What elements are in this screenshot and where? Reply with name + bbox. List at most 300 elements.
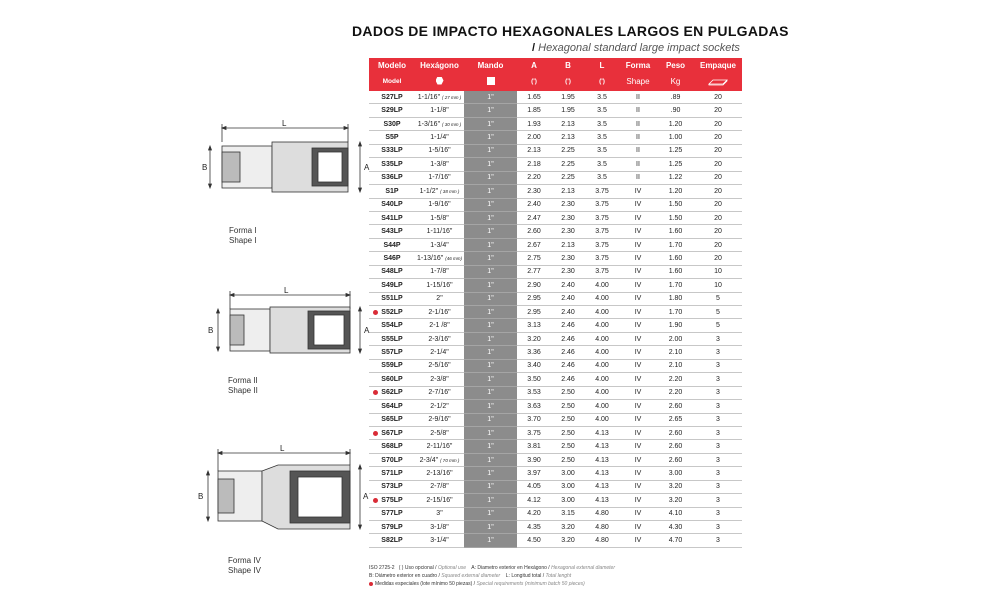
hex-size: 1-13/16" xyxy=(417,254,444,262)
cell-weight: 1.60 xyxy=(657,265,694,278)
cell-a: 3.36 xyxy=(517,346,551,359)
cell-shape: II xyxy=(619,144,657,157)
table-row xyxy=(369,373,742,386)
model-code: S55LP xyxy=(381,335,403,343)
cell-pack: 3 xyxy=(694,346,742,359)
footer-l: L: Longitud total / xyxy=(505,573,545,579)
cell-hex xyxy=(415,171,464,184)
cell-a: 2.67 xyxy=(517,238,551,251)
cell-hex xyxy=(415,91,464,104)
hex-size: 1-3/4" xyxy=(430,241,449,249)
cell-hex xyxy=(415,319,464,332)
cell-l: 4.00 xyxy=(585,400,619,413)
cell-model xyxy=(369,279,415,292)
hex-size: 1-3/8" xyxy=(430,160,449,168)
cell-b: 1.95 xyxy=(551,91,585,104)
cell-shape: IV xyxy=(619,413,657,426)
cell-weight: 3.20 xyxy=(657,480,694,493)
cell-l: 4.80 xyxy=(585,521,619,534)
cell-a: 2.47 xyxy=(517,211,551,224)
spec-table xyxy=(369,58,742,548)
cell-model xyxy=(369,346,415,359)
cell-l: 4.13 xyxy=(585,480,619,493)
cell-a: 2.77 xyxy=(517,265,551,278)
cell-shape: IV xyxy=(619,225,657,238)
cell-a: 2.95 xyxy=(517,306,551,319)
cell-drive: 1" xyxy=(464,131,517,144)
hex-size: 2-3/4" xyxy=(419,456,439,464)
model-code: S36LP xyxy=(381,174,403,182)
cell-hex xyxy=(415,453,464,466)
cell-model xyxy=(369,238,415,251)
cell-a: 3.81 xyxy=(517,440,551,453)
cell-b: 2.50 xyxy=(551,413,585,426)
special-dot-icon xyxy=(373,310,378,315)
cell-l: 3.75 xyxy=(585,225,619,238)
cell-drive: 1" xyxy=(464,279,517,292)
cell-pack: 20 xyxy=(694,171,742,184)
shape-iv-drawing xyxy=(198,443,370,543)
hex-size: 2-1/4" xyxy=(430,349,449,357)
cell-pack: 20 xyxy=(694,252,742,265)
cell-l: 3.75 xyxy=(585,198,619,211)
model-code: S44P xyxy=(383,241,401,249)
model-code: S73LP xyxy=(381,483,403,491)
cell-drive: 1" xyxy=(464,453,517,466)
cell-shape: IV xyxy=(619,453,657,466)
model-code: S52LP xyxy=(381,308,403,316)
cell-model xyxy=(369,117,415,130)
dim-b-label: B xyxy=(208,326,214,335)
table-row xyxy=(369,400,742,413)
hex-size: 3-1/8" xyxy=(430,523,449,531)
table-row xyxy=(369,131,742,144)
cell-drive: 1" xyxy=(464,426,517,439)
cell-hex xyxy=(415,238,464,251)
table-row xyxy=(369,185,742,198)
table-row xyxy=(369,332,742,345)
cell-pack: 5 xyxy=(694,306,742,319)
cell-model xyxy=(369,521,415,534)
cell-drive: 1" xyxy=(464,198,517,211)
cell-model xyxy=(369,171,415,184)
cell-model xyxy=(369,400,415,413)
cell-pack: 20 xyxy=(694,131,742,144)
cell-drive: 1" xyxy=(464,413,517,426)
cell-weight: 1.90 xyxy=(657,319,694,332)
cell-hex xyxy=(415,131,464,144)
cell-a: 2.20 xyxy=(517,171,551,184)
hex-size: 1-15/16" xyxy=(426,281,453,289)
cell-drive: 1" xyxy=(464,467,517,480)
cell-l: 3.5 xyxy=(585,144,619,157)
cell-shape: II xyxy=(619,91,657,104)
cell-a: 4.05 xyxy=(517,480,551,493)
hex-size: 2-9/16" xyxy=(428,416,451,424)
cell-a: 1.93 xyxy=(517,117,551,130)
cell-shape: IV xyxy=(619,440,657,453)
cell-weight: 1.70 xyxy=(657,279,694,292)
cell-l: 3.5 xyxy=(585,131,619,144)
cell-drive: 1" xyxy=(464,158,517,171)
table-row xyxy=(369,346,742,359)
cell-a: 2.90 xyxy=(517,279,551,292)
cell-model xyxy=(369,453,415,466)
table-row xyxy=(369,104,742,117)
col-header-mando: Mando xyxy=(464,58,517,72)
cell-a: 3.50 xyxy=(517,373,551,386)
cell-pack: 20 xyxy=(694,238,742,251)
footer-special-en: Special requirements (minimum batch 50 pieces) xyxy=(476,581,585,587)
model-code: S35LP xyxy=(381,160,403,168)
cell-pack: 20 xyxy=(694,91,742,104)
table-row xyxy=(369,306,742,319)
cell-a: 4.35 xyxy=(517,521,551,534)
cell-weight: 1.50 xyxy=(657,211,694,224)
col-header-empaque: Empaque xyxy=(694,58,742,72)
cell-pack: 3 xyxy=(694,521,742,534)
cell-shape: IV xyxy=(619,292,657,305)
cell-shape: IV xyxy=(619,521,657,534)
cell-b: 3.00 xyxy=(551,480,585,493)
cell-model xyxy=(369,373,415,386)
unit-a: (') xyxy=(517,72,551,91)
table-row xyxy=(369,494,742,507)
cell-hex xyxy=(415,440,464,453)
cell-hex xyxy=(415,265,464,278)
cell-pack: 5 xyxy=(694,319,742,332)
cell-shape: IV xyxy=(619,467,657,480)
hex-size: 2" xyxy=(436,295,443,303)
table-row xyxy=(369,413,742,426)
footer-line-2 xyxy=(369,573,571,579)
footer-a-en: Hexagonal external diameter xyxy=(551,565,615,571)
cell-drive: 1" xyxy=(464,440,517,453)
cell-weight: 1.60 xyxy=(657,252,694,265)
cell-l: 3.75 xyxy=(585,265,619,278)
cell-l: 4.13 xyxy=(585,453,619,466)
col-header-kg: Kg xyxy=(657,72,694,91)
hexagon-icon xyxy=(415,72,464,91)
dim-l-label: L xyxy=(280,444,285,453)
cell-l: 3.5 xyxy=(585,117,619,130)
cell-weight: 2.65 xyxy=(657,413,694,426)
cell-weight: .89 xyxy=(657,91,694,104)
cell-drive: 1" xyxy=(464,319,517,332)
cell-pack: 20 xyxy=(694,225,742,238)
table-row xyxy=(369,480,742,493)
table-row xyxy=(369,265,742,278)
cell-weight: 2.60 xyxy=(657,440,694,453)
model-code: S77LP xyxy=(381,510,403,518)
dim-l-label: L xyxy=(284,287,289,295)
cell-pack: 3 xyxy=(694,400,742,413)
hex-size: 2-7/8" xyxy=(430,483,449,491)
hex-size: 1-7/8" xyxy=(430,268,449,276)
cell-model xyxy=(369,198,415,211)
model-code: S59LP xyxy=(381,362,403,370)
table-row xyxy=(369,144,742,157)
cell-l: 3.5 xyxy=(585,171,619,184)
table-row xyxy=(369,386,742,399)
col-header-peso: Peso xyxy=(657,58,694,72)
cell-a: 3.90 xyxy=(517,453,551,466)
cell-a: 3.75 xyxy=(517,426,551,439)
cell-weight: 2.60 xyxy=(657,453,694,466)
cell-l: 3.5 xyxy=(585,104,619,117)
table-row xyxy=(369,292,742,305)
cell-pack: 20 xyxy=(694,198,742,211)
hex-size: 2-13/16" xyxy=(426,469,453,477)
cell-weight: 1.70 xyxy=(657,306,694,319)
model-code: S70LP xyxy=(381,456,403,464)
cell-a: 2.95 xyxy=(517,292,551,305)
cell-a: 2.40 xyxy=(517,198,551,211)
cell-l: 3.5 xyxy=(585,91,619,104)
table-row xyxy=(369,467,742,480)
model-code: S75LP xyxy=(381,496,403,504)
cell-weight: 1.20 xyxy=(657,117,694,130)
cell-drive: 1" xyxy=(464,265,517,278)
cell-shape: IV xyxy=(619,279,657,292)
table-row xyxy=(369,440,742,453)
cell-hex xyxy=(415,279,464,292)
cell-weight: 4.30 xyxy=(657,521,694,534)
cell-b: 2.50 xyxy=(551,440,585,453)
hex-size-mm: ( 30 mm ) xyxy=(442,121,462,127)
model-code: S79LP xyxy=(381,523,403,531)
cell-drive: 1" xyxy=(464,480,517,493)
hex-size: 2-11/16" xyxy=(426,443,453,451)
model-code: S49LP xyxy=(381,281,403,289)
cell-drive: 1" xyxy=(464,386,517,399)
model-code: S68LP xyxy=(381,443,403,451)
table-row xyxy=(369,198,742,211)
cell-a: 3.70 xyxy=(517,413,551,426)
cell-l: 4.13 xyxy=(585,494,619,507)
cell-drive: 1" xyxy=(464,171,517,184)
model-code: S40LP xyxy=(381,201,403,209)
cell-hex xyxy=(415,359,464,372)
cell-pack: 3 xyxy=(694,453,742,466)
cell-hex xyxy=(415,521,464,534)
cell-weight: 4.10 xyxy=(657,507,694,520)
shape-ii-label xyxy=(228,376,258,396)
cell-model xyxy=(369,507,415,520)
cell-shape: IV xyxy=(619,306,657,319)
cell-b: 2.50 xyxy=(551,453,585,466)
hex-size: 2-5/8" xyxy=(430,429,449,437)
cell-b: 2.50 xyxy=(551,426,585,439)
cell-b: 2.46 xyxy=(551,359,585,372)
cell-l: 4.00 xyxy=(585,319,619,332)
dim-a-label: A xyxy=(364,163,370,172)
cell-weight: 1.22 xyxy=(657,171,694,184)
cell-weight: 2.20 xyxy=(657,373,694,386)
footer-b: B: Diámetro exterior en cuadro / xyxy=(369,573,440,579)
cell-drive: 1" xyxy=(464,332,517,345)
cell-shape: IV xyxy=(619,359,657,372)
cell-weight: 1.20 xyxy=(657,185,694,198)
cell-model xyxy=(369,292,415,305)
footer-line-3 xyxy=(369,581,585,587)
shape-i-drawing xyxy=(200,118,370,208)
cell-l: 4.00 xyxy=(585,413,619,426)
cell-a: 4.12 xyxy=(517,494,551,507)
model-code: S46P xyxy=(383,254,401,262)
cell-drive: 1" xyxy=(464,104,517,117)
cell-pack: 3 xyxy=(694,480,742,493)
cell-weight: .90 xyxy=(657,104,694,117)
cell-model xyxy=(369,319,415,332)
cell-a: 1.85 xyxy=(517,104,551,117)
footer-line-1 xyxy=(369,565,615,571)
footer-b-en: Squared external diameter xyxy=(441,573,501,579)
cell-b: 2.40 xyxy=(551,306,585,319)
cell-model xyxy=(369,359,415,372)
cell-weight: 1.25 xyxy=(657,158,694,171)
table-row xyxy=(369,117,742,130)
cell-b: 3.20 xyxy=(551,521,585,534)
table-row xyxy=(369,171,742,184)
cell-hex xyxy=(415,292,464,305)
cell-shape: IV xyxy=(619,346,657,359)
cell-l: 3.5 xyxy=(585,158,619,171)
cell-shape: IV xyxy=(619,211,657,224)
cell-b: 3.00 xyxy=(551,467,585,480)
shape-ii-text: Shape II xyxy=(228,386,258,395)
cell-shape: IV xyxy=(619,534,657,547)
hex-size: 2-3/8" xyxy=(430,375,449,383)
cell-drive: 1" xyxy=(464,211,517,224)
cell-pack: 3 xyxy=(694,467,742,480)
box-icon xyxy=(694,72,742,91)
cell-drive: 1" xyxy=(464,91,517,104)
subtitle-text: Hexagonal standard large impact sockets xyxy=(538,42,740,54)
cell-a: 3.13 xyxy=(517,319,551,332)
cell-a: 2.75 xyxy=(517,252,551,265)
cell-hex xyxy=(415,386,464,399)
cell-shape: IV xyxy=(619,373,657,386)
cell-a: 2.18 xyxy=(517,158,551,171)
table-row xyxy=(369,507,742,520)
cell-b: 2.46 xyxy=(551,373,585,386)
cell-drive: 1" xyxy=(464,252,517,265)
cell-hex xyxy=(415,426,464,439)
cell-b: 2.46 xyxy=(551,319,585,332)
cell-weight: 1.25 xyxy=(657,144,694,157)
cell-shape: IV xyxy=(619,332,657,345)
cell-model xyxy=(369,386,415,399)
cell-b: 2.30 xyxy=(551,211,585,224)
cell-b: 2.50 xyxy=(551,386,585,399)
cell-drive: 1" xyxy=(464,373,517,386)
cell-model xyxy=(369,252,415,265)
cell-shape: IV xyxy=(619,426,657,439)
table-row xyxy=(369,426,742,439)
cell-a: 2.30 xyxy=(517,185,551,198)
cell-a: 2.13 xyxy=(517,144,551,157)
cell-b: 2.30 xyxy=(551,265,585,278)
cell-hex xyxy=(415,413,464,426)
footer-a: A: Diametro exterior en Hexágono / xyxy=(471,565,550,571)
cell-b: 2.40 xyxy=(551,279,585,292)
model-code: S51LP xyxy=(381,295,403,303)
cell-a: 3.97 xyxy=(517,467,551,480)
col-header-modelo: Modelo xyxy=(369,58,415,72)
hex-size: 3" xyxy=(436,510,443,518)
cell-hex xyxy=(415,158,464,171)
cell-weight: 3.20 xyxy=(657,494,694,507)
cell-model xyxy=(369,104,415,117)
cell-pack: 3 xyxy=(694,373,742,386)
cell-pack: 20 xyxy=(694,104,742,117)
cell-drive: 1" xyxy=(464,521,517,534)
hex-size: 2-3/16" xyxy=(428,335,451,343)
cell-drive: 1" xyxy=(464,359,517,372)
cell-pack: 3 xyxy=(694,507,742,520)
cell-l: 4.00 xyxy=(585,359,619,372)
cell-l: 4.80 xyxy=(585,507,619,520)
cell-model xyxy=(369,144,415,157)
table-row xyxy=(369,91,742,104)
hex-size-mm: ( 70 mm ) xyxy=(440,457,460,463)
cell-shape: II xyxy=(619,117,657,130)
cell-b: 2.13 xyxy=(551,185,585,198)
cell-b: 2.50 xyxy=(551,400,585,413)
table-row xyxy=(369,359,742,372)
cell-pack: 3 xyxy=(694,426,742,439)
cell-b: 2.25 xyxy=(551,171,585,184)
cell-weight: 2.00 xyxy=(657,332,694,345)
cell-pack: 3 xyxy=(694,359,742,372)
cell-b: 2.13 xyxy=(551,131,585,144)
hex-size: 1-11/16" xyxy=(426,228,453,236)
model-code: S82LP xyxy=(381,537,403,545)
cell-l: 3.75 xyxy=(585,252,619,265)
model-code: S71LP xyxy=(381,469,403,477)
cell-hex xyxy=(415,117,464,130)
cell-pack: 3 xyxy=(694,332,742,345)
special-dot-icon xyxy=(373,390,378,395)
cell-l: 3.75 xyxy=(585,185,619,198)
hex-size: 1-5/16" xyxy=(428,147,451,155)
cell-shape: IV xyxy=(619,507,657,520)
col-header-b: B xyxy=(551,58,585,72)
cell-l: 4.00 xyxy=(585,306,619,319)
cell-b: 2.30 xyxy=(551,225,585,238)
footer-iso: ISO 2725-2 xyxy=(369,565,395,571)
cell-a: 3.20 xyxy=(517,332,551,345)
table-row xyxy=(369,521,742,534)
cell-pack: 20 xyxy=(694,117,742,130)
page-title: DADOS DE IMPACTO HEXAGONALES LARGOS EN PULGADAS xyxy=(352,23,789,39)
cell-l: 4.00 xyxy=(585,346,619,359)
cell-a: 1.65 xyxy=(517,91,551,104)
cell-weight: 2.60 xyxy=(657,400,694,413)
footer-optional: ( ) Uso opcional / xyxy=(398,565,437,571)
cell-shape: IV xyxy=(619,238,657,251)
model-code: S29LP xyxy=(381,107,403,115)
special-dot-icon xyxy=(373,431,378,436)
forma-i-text: Forma I xyxy=(229,226,257,235)
cell-shape: IV xyxy=(619,319,657,332)
cell-drive: 1" xyxy=(464,507,517,520)
cell-hex xyxy=(415,534,464,547)
cell-shape: II xyxy=(619,131,657,144)
model-code: S43LP xyxy=(381,228,403,236)
footer-special: Medidas especiales (lote mínimo 50 piezas) / xyxy=(375,581,476,587)
